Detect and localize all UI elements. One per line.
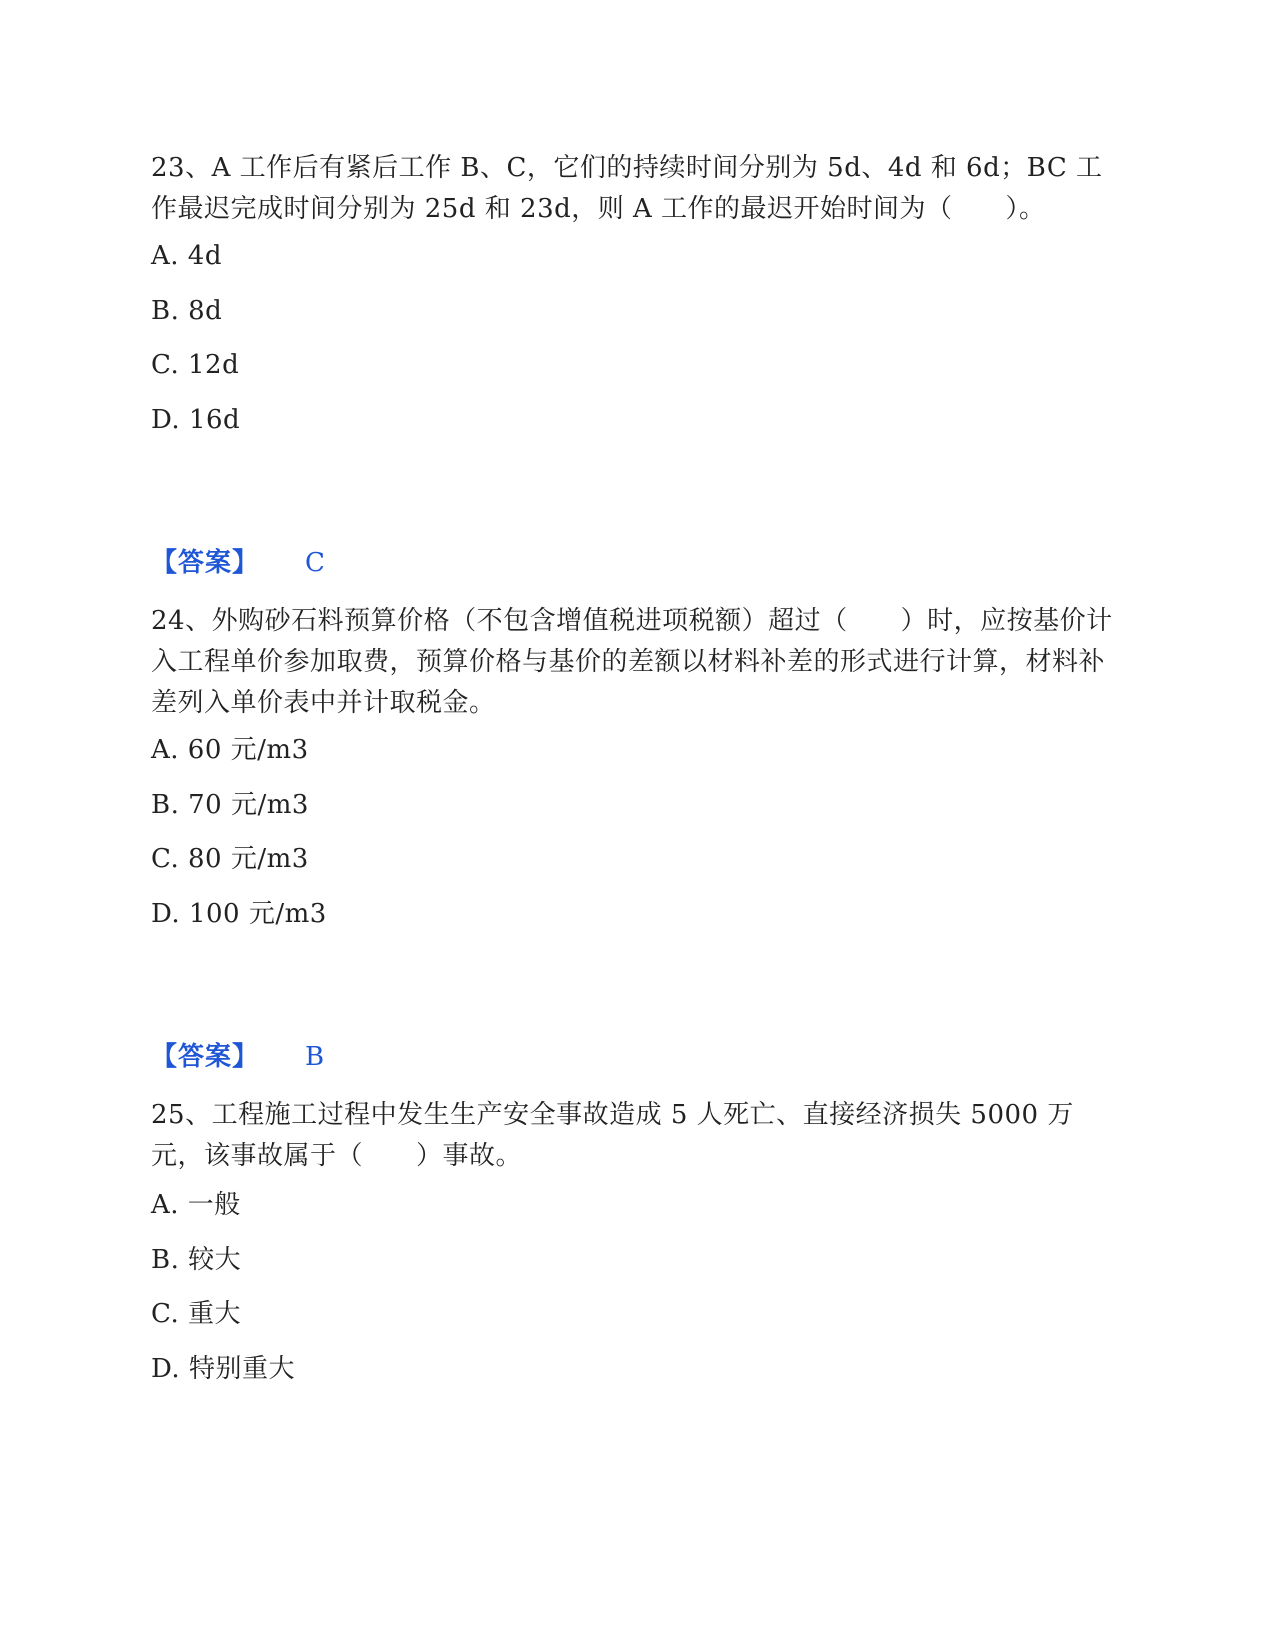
- option-c: C. 80 元/m3: [151, 844, 309, 874]
- question-stem: 23、A 工作后有紧后工作 B、C，它们的持续时间分别为 5d、4d 和 6d；BC 工作最迟完成时间分别为 25d 和 23d，则 A 工作的最迟开始时间为（ ）。: [151, 153, 1103, 224]
- question-24: [151, 601, 1121, 929]
- option-a: A. 一般: [151, 1190, 241, 1220]
- answer-label: 【答案】: [151, 548, 260, 578]
- option-d: D. 特别重大: [151, 1354, 295, 1384]
- option-b: B. 8d: [151, 296, 223, 326]
- answer-line-23: [151, 548, 325, 578]
- option-c: C. 12d: [151, 350, 240, 380]
- option-a: A. 4d: [151, 241, 222, 271]
- question-stem: 24、外购砂石料预算价格（不包含增值税进项税额）超过（ ）时，应按基价计入工程单价参加取费，预算价格与基价的差额以材料补差的形式进行计算，材料补差列入单价表中并计取税金。: [151, 606, 1113, 718]
- answer-label: 【答案】: [151, 1042, 260, 1072]
- question-25: [151, 1095, 1121, 1384]
- option-c: C. 重大: [151, 1299, 241, 1329]
- answer-value: C: [305, 548, 325, 578]
- answer-value: B: [305, 1042, 325, 1072]
- question-stem: 25、工程施工过程中发生生产安全事故造成 5 人死亡、直接经济损失 5000 万元，该事故属于（ ）事故。: [151, 1100, 1074, 1171]
- option-d: D. 16d: [151, 405, 241, 435]
- answer-line-24: [151, 1042, 324, 1072]
- option-b: B. 较大: [151, 1245, 242, 1275]
- option-b: B. 70 元/m3: [151, 790, 309, 820]
- option-d: D. 100 元/m3: [151, 899, 327, 929]
- question-23: [151, 148, 1121, 435]
- option-a: A. 60 元/m3: [151, 735, 309, 765]
